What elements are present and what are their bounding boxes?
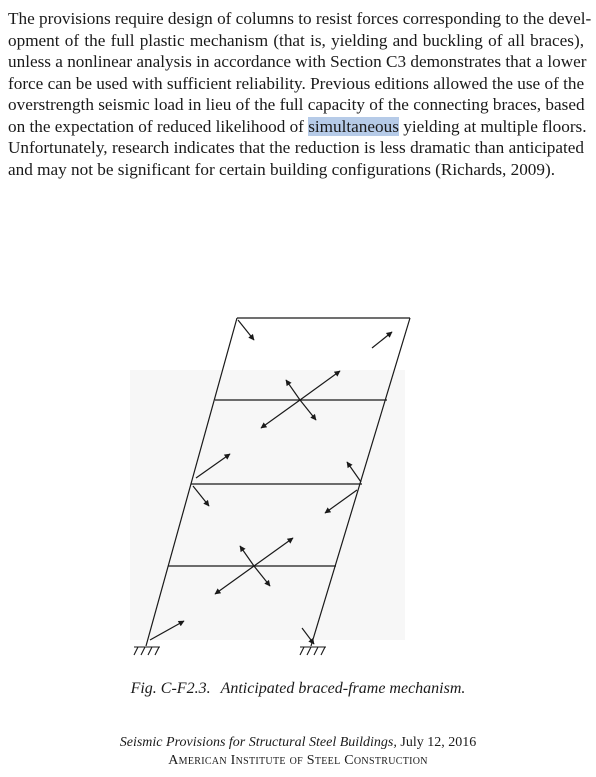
selected-word-highlight[interactable]: simultaneous — [308, 116, 399, 136]
publication-date: July 12, 2016 — [400, 735, 477, 750]
paragraph-line: unless a nonlinear analysis in accordance with Section C3 demonstrates that a lower — [8, 52, 587, 71]
figure-background — [130, 370, 405, 640]
pinned-supports — [134, 647, 326, 655]
caption-title: Anticipated braced-frame mechanism. — [220, 680, 466, 697]
paragraph-line: overstrength seismic load in lieu of the full capacity of the connecting braces, based — [8, 95, 585, 114]
footer-organization: American Institute of Steel Construction — [168, 753, 428, 768]
paragraph-line: Unfortunately, research indicates that the reduction is less dramatic than anticipated — [8, 138, 584, 157]
paragraph-line: force can be used with sufficient reliability. Previous editions allowed the use of the — [8, 73, 585, 93]
publication-title: Seismic Provisions for Structural Steel Buildings, — [119, 735, 397, 750]
paragraph-line: opment of the full plastic mechanism (that is, yielding and buckling of all braces), — [8, 30, 584, 50]
paragraph-line: The provisions require design of columns to resist forces corresponding to the devel- — [8, 9, 592, 28]
line-text-before: on the expectation of reduced likelihood of — [8, 116, 309, 136]
braced-frame-diagram — [0, 300, 596, 670]
buckling-brace-arrow — [238, 320, 254, 340]
page-footer — [0, 734, 596, 770]
figure-braced-frame — [0, 300, 596, 670]
paragraph-line: and may not be significant for certain building configurations (Richards, 2009). — [8, 159, 555, 179]
footer-publication — [0, 734, 596, 752]
caption-number: Fig. C-F2.3. — [130, 680, 211, 697]
body-paragraph — [8, 8, 592, 180]
paragraph-line-highlighted — [8, 116, 587, 138]
line-text-after: yielding at multiple floors. — [398, 116, 587, 136]
yielding-brace-arrow — [372, 332, 392, 348]
figure-caption — [0, 680, 596, 698]
